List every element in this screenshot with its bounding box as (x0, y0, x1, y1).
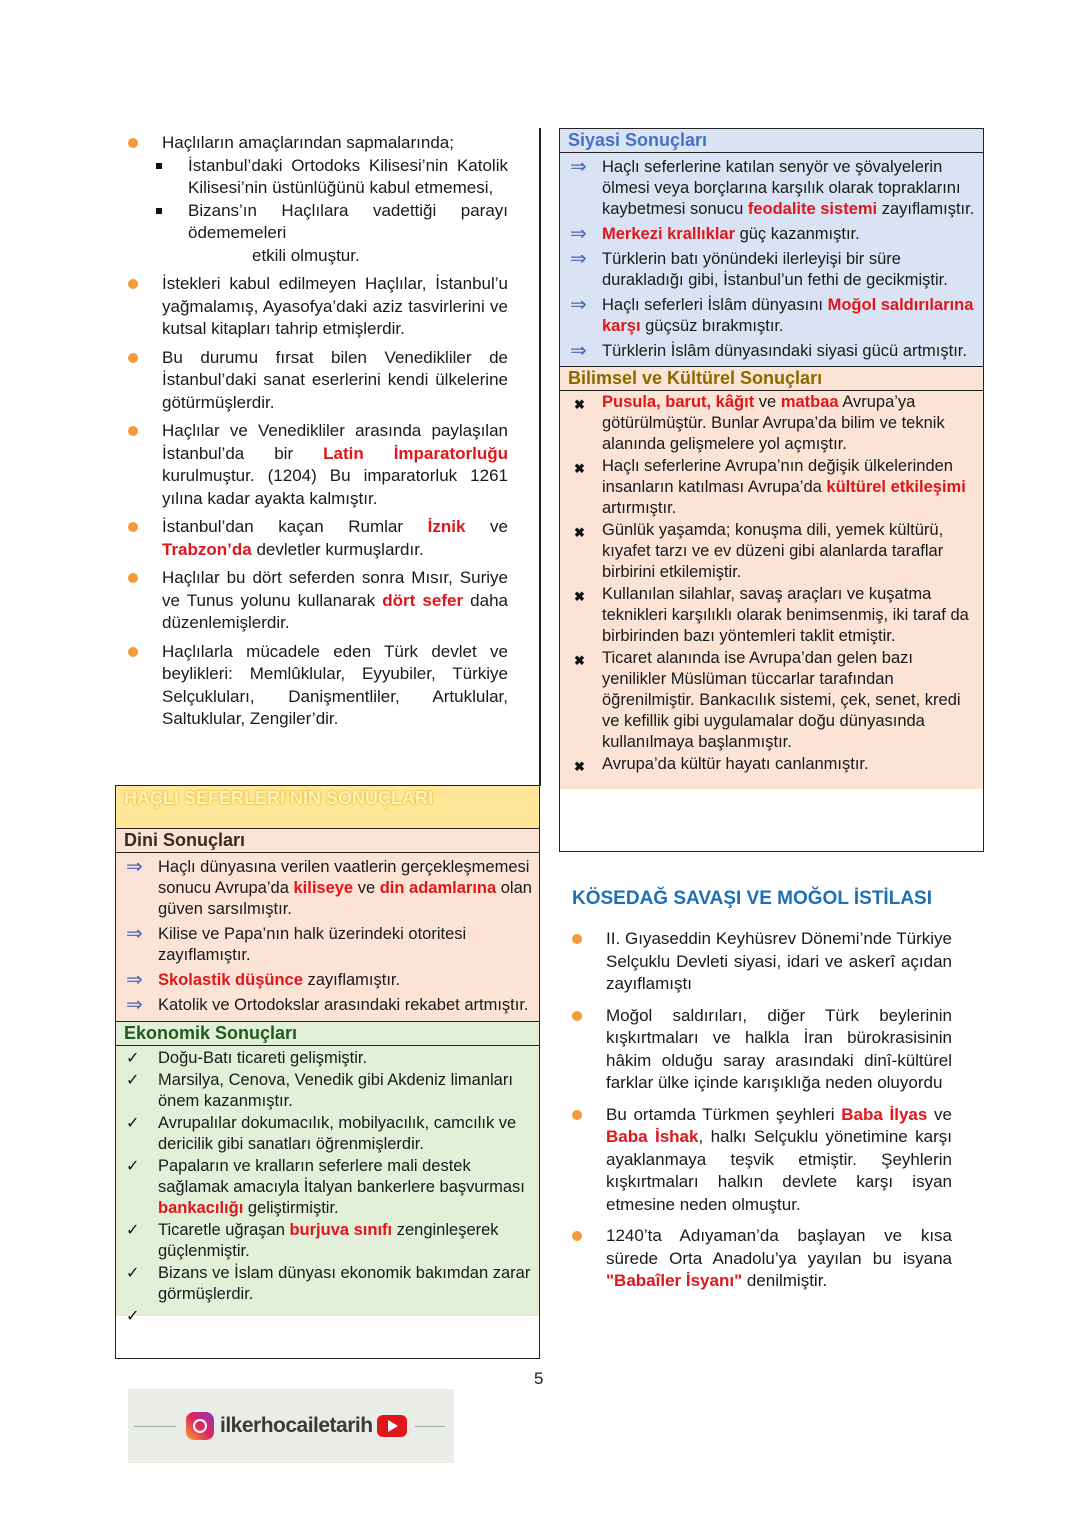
list-item (126, 1156, 533, 1219)
arrow-icon: ⇒ (126, 994, 143, 1016)
ekonomik-section (116, 1022, 539, 1325)
check-icon: ✓ (126, 1158, 140, 1175)
text-run: Ticaret alanında ise Avrupa’dan gelen bazı yenilikler Müslüman tüccarlar tarafından öğrenilmiştir. Bankacılık sistemi, çek, senet, kredi ve kefillik gibi uygulamalar doğu dünyasında kullanılmaya başlanmıştır. (602, 649, 961, 751)
list-item (116, 567, 508, 635)
arrow-icon: ⇒ (126, 923, 143, 945)
highlight-text: Skolastik düşünce (158, 971, 303, 989)
item-text (158, 971, 400, 989)
bullet-icon (128, 647, 138, 657)
text-run: güç kazanmıştır. (735, 225, 860, 243)
cross-icon: ✖ (574, 589, 585, 604)
bilimsel-title: Bilimsel ve Kültürel Sonuçları (560, 367, 983, 391)
footer-banner (128, 1389, 454, 1463)
highlight-text: Pusula, barut, kâğıt (602, 393, 755, 411)
list-item (116, 132, 508, 267)
text-run: olan güven sarsılmıştır. (158, 879, 532, 918)
text-run: 1240’ta Adıyaman’da başlayan ve kısa sürede Orta Anadolu’ya yayılan bu isyana (606, 1226, 952, 1268)
item-text (158, 858, 532, 918)
list-item (570, 520, 977, 583)
check-icon: ✓ (126, 1265, 140, 1282)
footer-line-left (134, 1426, 176, 1427)
highlight-text: bankacılığı (158, 1199, 244, 1217)
arrow-icon: ⇒ (126, 969, 143, 991)
text-run: İstekleri kabul edilmeyen Haçlılar, İstanbul’u yağmalamış, Ayasofya’daki aziz tasvirlerini ve kutsal kitapları tahrip etmişlerdir. (162, 274, 508, 338)
arrow-icon: ⇒ (570, 156, 587, 178)
highlight-text: Trabzon’da (162, 539, 252, 559)
highlight-text: burjuva sınıfı (289, 1221, 393, 1239)
list-item (126, 1220, 533, 1262)
footer-handle[interactable]: ilkerhocailetarih (220, 1414, 373, 1437)
ekonomik-list (116, 1046, 539, 1325)
highlight-text: dört sefer (382, 590, 464, 610)
text-run: denilmiştir. (742, 1271, 828, 1290)
list-item (162, 155, 508, 200)
text-run: Haçlılarla mücadele eden Türk devlet ve beylikleri: Memlûklular, Eyyubiler, Türkiye Selçukluları, Danişmentliler, Artuklular, Saltuklular, Zengiler’dir. (162, 641, 508, 728)
text-run: zayıflamıştır. (877, 200, 975, 218)
list-item (116, 516, 508, 561)
text-run: zayıflamıştır. (302, 971, 401, 989)
text-run: Türklerin batı yönündeki ilerleyişi bir süre durakladığı gibi, İstanbul’un fethi de gecikmiştir. (602, 250, 948, 289)
arrow-icon: ⇒ (570, 223, 587, 245)
bullet-text (162, 642, 508, 729)
list-item (570, 584, 977, 647)
youtube-icon[interactable] (377, 1415, 407, 1437)
list-item (570, 341, 977, 362)
list-item (116, 420, 508, 510)
item-text (602, 342, 967, 360)
left-bullet-list (116, 132, 508, 731)
text-run: Avrupa’ya götürülmüştür. Bunlar Avrupa’da bilim ve teknik alanında gelişmelere yol açmıştır. (602, 393, 945, 453)
check-icon: ✓ (126, 1222, 140, 1239)
square-bullet-icon (156, 208, 162, 214)
list-item (126, 924, 533, 966)
text-run: İstanbul’dan kaçan Rumlar (162, 517, 428, 536)
text-run: Haçlılar ve Venedikliler arasında paylaşılan İstanbul’da bir (162, 421, 508, 463)
list-item (570, 157, 977, 220)
results-title: HAÇLI SEFERLERİ’NİN SONUÇLARI (116, 785, 539, 829)
check-icon: ✓ (126, 1115, 140, 1132)
list-item (570, 295, 977, 337)
text-run: Kilise ve Papa’nın halk üzerindeki otoritesi zayıflamıştır. (158, 925, 467, 964)
cross-icon: ✖ (574, 461, 585, 476)
item-text (602, 457, 966, 517)
list-item (162, 200, 508, 245)
list-item (116, 347, 508, 415)
right-results-box (559, 128, 984, 852)
text-run: ve (465, 517, 508, 536)
item-text (602, 393, 945, 453)
text-run: zenginleşerek güçlenmiştir. (158, 1221, 499, 1260)
arrow-icon: ⇒ (126, 856, 143, 878)
cross-icon: ✖ (574, 525, 585, 540)
text-run: Bu ortamda Türkmen şeyhleri (606, 1104, 842, 1124)
highlight-text: İznik (427, 517, 466, 536)
kosedag-section (560, 888, 952, 1302)
highlight-text: Baba İshak (606, 1127, 699, 1146)
highlight-text: feodalite sistemi (747, 200, 878, 218)
bilimsel-section (560, 367, 983, 789)
highlight-text: matbaa (780, 393, 839, 411)
results-box (115, 785, 540, 1359)
item-text (158, 1114, 516, 1153)
cross-icon: ✖ (574, 397, 585, 412)
check-icon: ✓ (126, 1308, 140, 1325)
highlight-text: kiliseye (293, 879, 354, 897)
cross-icon: ✖ (574, 759, 585, 774)
text-run: Moğol saldırıları, diğer Türk beylerinin kışkırtmaları ve halkla İran bürokrasisinin hâkim olduğu saray arasındaki dinî-kültürel farklar ülke içinde karışıklığa neden oluyordu (606, 1005, 952, 1092)
instagram-icon[interactable] (186, 1412, 214, 1440)
bullet-icon (128, 426, 138, 436)
list-item (570, 754, 977, 775)
kosedag-list (560, 928, 952, 1293)
bullet-icon (128, 279, 138, 289)
text-run: ve (353, 879, 380, 897)
item-text (602, 296, 973, 335)
list-item (570, 392, 977, 455)
text-run: devletler kurmuşlardır. (251, 539, 424, 559)
bullet-text (162, 133, 454, 152)
list-item (126, 1113, 533, 1155)
text-run: Haçlı seferlerine katılan senyör ve şövalyelerin ölmesi veya borçlarına karşılık olarak topraklarını kaybetmesi sonucu (602, 158, 961, 218)
item-text (158, 1071, 513, 1110)
dini-section (116, 829, 539, 1022)
list-item (126, 1070, 533, 1112)
item-text (602, 250, 948, 289)
text-run: Bizans ve İslam dünyası ekonomik bakımdan zarar görmüşlerdir. (158, 1264, 531, 1303)
highlight-text: Moğol saldırılarına karşı (602, 296, 974, 335)
text-run: Katolik ve Ortodokslar arasındaki rekabet artmıştır. (158, 996, 529, 1014)
arrow-icon: ⇒ (570, 294, 587, 316)
item-text (602, 755, 869, 773)
text-run: Haçlılar bu dört seferden sonra Mısır, Suriye ve Tunus yolunu kullanarak (162, 568, 508, 610)
text-run: Ticaretle uğraşan (158, 1221, 290, 1239)
item-text (158, 1157, 525, 1217)
list-item (570, 249, 977, 291)
text-run: Avrupalılar dokumacılık, mobilyacılık, camcılık ve dericilik gibi sanatları öğrenmişlerdir. (158, 1114, 517, 1153)
bullet-icon (128, 573, 138, 583)
siyasi-title: Siyasi Sonuçları (560, 129, 983, 153)
text-run: Avrupa’da kültür hayatı canlanmıştır. (602, 755, 869, 773)
list-item (126, 970, 533, 991)
bullet-text (162, 568, 508, 632)
list-item (570, 456, 977, 519)
sub-list (162, 155, 508, 245)
list-item (560, 928, 952, 996)
page-number: 5 (534, 1369, 544, 1388)
highlight-text: Baba İlyas (841, 1104, 928, 1124)
list-item (126, 1048, 533, 1069)
square-bullet-icon (156, 163, 162, 169)
item-text (602, 585, 969, 645)
highlight-text: kültürel etkileşimi (826, 478, 966, 496)
text-run: Haçlı seferlerine Avrupa’nın değişik ülkelerinden insanların katılması Avrupa’da (602, 457, 953, 496)
column-divider (539, 128, 541, 786)
text-run: Kullanılan silahlar, savaş araçları ve kuşatma teknikleri karşılıklı olarak benimsenmiş, iki taraf da birbirinden bazı yöntemleri taklit etmiştir. (602, 585, 969, 645)
bullet-icon (572, 934, 582, 944)
text-run: daha düzenlemişlerdir. (162, 590, 508, 632)
siyasi-section (560, 129, 983, 367)
item-text (602, 649, 961, 751)
item-text (158, 1221, 499, 1260)
item-text (158, 1264, 530, 1303)
bullet-icon (572, 1231, 582, 1241)
bullet-text (606, 1226, 952, 1290)
text-run: Marsilya, Cenova, Venedik gibi Akdeniz limanları önem kazanmıştır. (158, 1071, 513, 1110)
sub-item-text: İstanbul’daki Ortodoks Kilisesi’nin Katolik Kilisesi’nin üstünlüğünü kabul etmemesi, (188, 155, 508, 197)
list-item (126, 857, 533, 920)
item-text (602, 225, 860, 243)
siyasi-list (560, 153, 983, 362)
bullet-text (606, 929, 952, 993)
bullet-icon (128, 138, 138, 148)
bullet-text (606, 1006, 952, 1093)
list-item (116, 273, 508, 341)
text-run: Haçlı seferleri İslâm dünyasını (602, 296, 828, 314)
highlight-text: Latin İmparatorluğu (323, 443, 508, 463)
bullet-text (162, 421, 508, 508)
check-icon: ✓ (126, 1050, 140, 1067)
list-item (560, 1104, 952, 1217)
text-run: geliştirmiştir. (243, 1199, 339, 1217)
list-item (126, 1263, 533, 1305)
item-text (158, 1049, 367, 1067)
bullet-text (606, 1105, 952, 1214)
bullet-text (162, 274, 508, 338)
arrow-icon: ⇒ (570, 248, 587, 270)
highlight-text: "Babaîler İsyanı" (606, 1271, 743, 1290)
dini-title: Dini Sonuçları (116, 829, 539, 853)
list-item (560, 1005, 952, 1095)
text-run: Bu durumu fırsat bilen Venedikliler de İstanbul’daki sanat eserlerini kendi ülkelerine götürmüşlerdir. (162, 347, 508, 412)
dini-list (116, 853, 539, 1021)
check-icon: ✓ (126, 1072, 140, 1089)
arrow-icon: ⇒ (570, 340, 587, 362)
text-run: Haçlıların amaçlarından sapmalarında; (162, 133, 454, 152)
text-run: güçsüz bırakmıştır. (640, 317, 784, 335)
text-run: Günlük yaşamda; konuşma dili, yemek kültürü, kıyafet tarzı ve ev düzeni gibi alanlarda taraflar birbirini etkilemiştir. (602, 521, 944, 581)
item-text (158, 925, 466, 964)
text-run: , halkı Selçuklu yönetimine karşı ayaklanmaya teşvik etmiştir. Şeyhlerin kışkırtmaları halkın devlete karşı isyan etmesine neden olmuştur. (606, 1127, 952, 1214)
ekonomik-title: Ekonomik Sonuçları (116, 1022, 539, 1046)
list-item (570, 224, 977, 245)
text-run: kurulmuştur. (1204) Bu imparatorluk 1261 yılına kadar ayakta kalmıştır. (162, 466, 508, 508)
text-run: II. Gıyaseddin Keyhüsrev Dönemi’nde Türkiye Selçuklu Devleti siyasi, idari ve askerî açıdan zayıflamıştı (606, 929, 952, 993)
bullet-text (162, 517, 508, 559)
highlight-text: din adamlarına (379, 879, 497, 897)
item-text (602, 158, 974, 218)
text-run: Doğu-Batı ticareti gelişmiştir. (158, 1049, 368, 1067)
bullet-icon (572, 1011, 582, 1021)
item-text (158, 996, 529, 1014)
bullet-icon (128, 353, 138, 363)
text-run: ve (754, 393, 781, 411)
highlight-text: Merkezi krallıklar (602, 225, 735, 243)
text-run: Haçlı dünyasına verilen vaatlerin gerçekleşmemesi sonucu Avrupa’da (158, 858, 530, 897)
left-column (116, 132, 508, 737)
text-run: artırmıştır. (602, 499, 677, 517)
bullet-text (162, 348, 508, 412)
list-item (560, 1225, 952, 1293)
text-run: ve (927, 1104, 952, 1124)
list-item (116, 641, 508, 731)
list-item (570, 648, 977, 753)
sub-tail: etkili olmuştur. (252, 245, 360, 265)
item-text (602, 521, 943, 581)
list-item (126, 995, 533, 1016)
text-run: Papaların ve kralların seferlere mali destek sağlamak amacıyla İtalyan bankerlere başvurması (158, 1157, 525, 1196)
footer-line-right (415, 1426, 445, 1427)
bullet-icon (572, 1110, 582, 1120)
cross-icon: ✖ (574, 653, 585, 668)
bullet-icon (128, 522, 138, 532)
text-run: Türklerin İslâm dünyasındaki siyasi gücü artmıştır. (602, 342, 967, 360)
bilimsel-list (560, 391, 983, 775)
sub-item-text: Bizans’ın Haçlılara vadettiği parayı ödememeleri (188, 200, 508, 242)
kosedag-title: KÖSEDAĞ SAVAŞI VE MOĞOL İSTİLASI (572, 888, 932, 909)
